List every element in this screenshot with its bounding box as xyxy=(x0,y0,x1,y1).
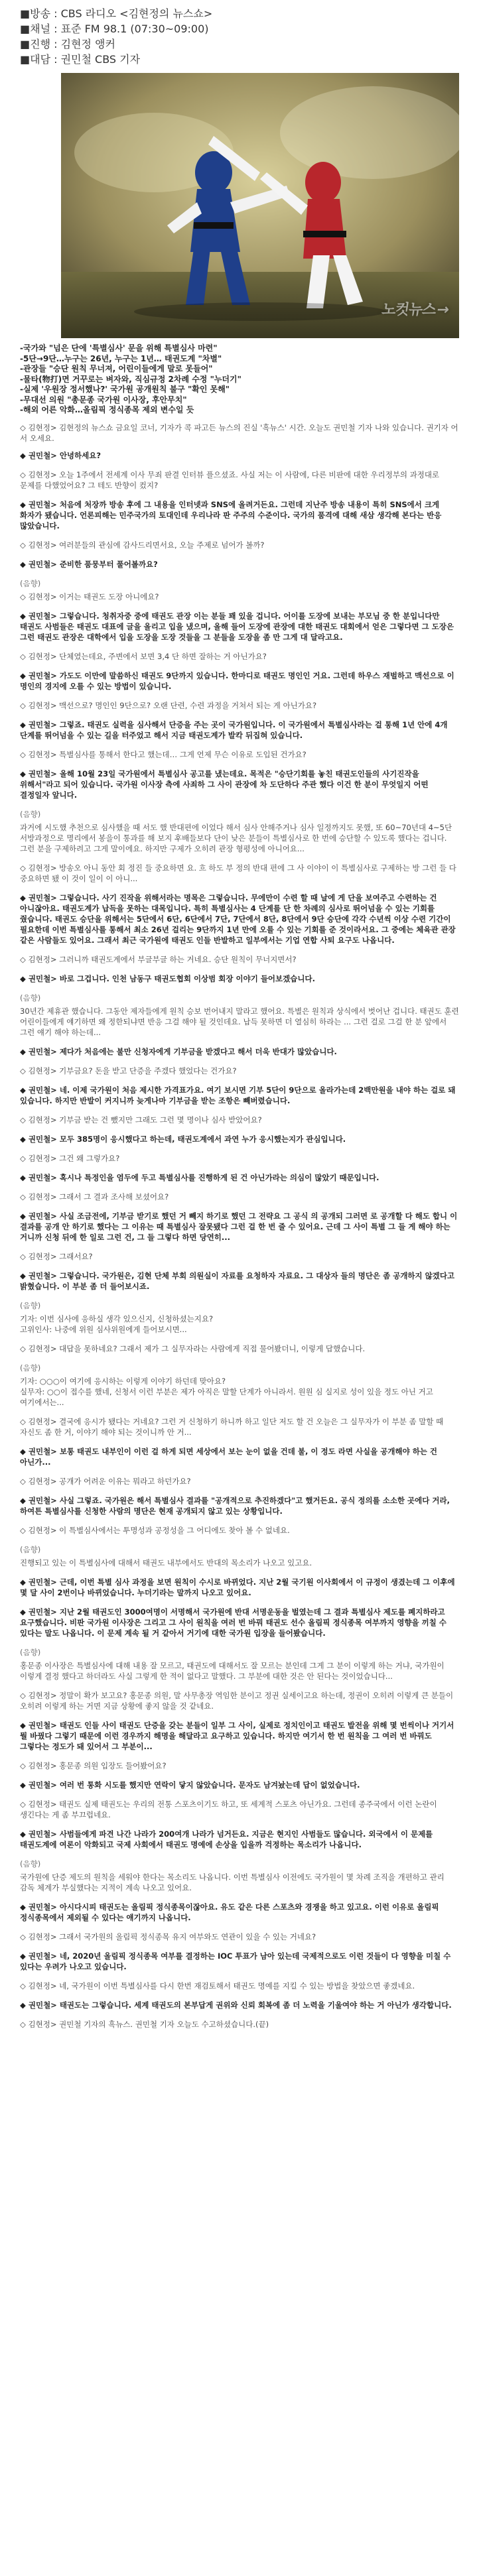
summary-item: -국가와 "넘은 단에 '특별심사' 문을 위해 특별심사 마련" xyxy=(20,343,218,353)
host-paragraph: ◇ 김현정> 그건 왜 그렇가요? xyxy=(20,1153,120,1163)
reporter-paragraph: ◆ 권민철> 태권도는 그렇습니다. 세계 태권도의 본부답게 권위와 신뢰 회복에 좀 더 노력을 기울여야 하는 거 아닌가 생각합니다. xyxy=(20,2000,452,2010)
host-paragraph: ◇ 김현정> 단체였는데요, 주변에서 보면 3,4 단 하면 잘하는 거 아닌가요? xyxy=(20,651,267,661)
host-paragraph: ◇ 김현정> 그래서요? xyxy=(20,1251,93,1261)
host-paragraph: ◇ 김현정> 기부금요? 돈을 받고 단증을 주겠다 했었다는 건가요? xyxy=(20,1066,237,1075)
reporter-paragraph: ◆ 권민철> 바로 그겁니다. 인천 남동구 태권도협회 이상범 회장 이야기 들어보겠습니다. xyxy=(20,973,315,983)
broadcast-info-text: 대담 : 권민철 CBS 기자 xyxy=(30,53,141,66)
host-paragraph: 기자: 이번 심사에 응하실 생각 있으신지, 신청하셨는지요? 고위인사: 나중에 위원 심사위원에게 들어보시면... xyxy=(20,1314,214,1334)
host-paragraph: ◇ 김현정> 홍문종 의원 입장도 들어봤어요? xyxy=(20,1760,167,1770)
host-paragraph: ◇ 김현정> 태권도 실제 태권도는 우리의 전통 스포츠이기도 하고, 또 세계적 스포츠 아닌가요. 그런데 종주국에서 이런 논란이 생긴다는 게 좀 부끄럽네요. xyxy=(20,1799,437,1819)
host-paragraph: 과거에 시도했 추천으로 심사했을 때 서도 했 반대편에 이었다 해서 심사 안해주거나 심사 일정까지도 못했, 또 60~70년대 4~5단 서방과정으로 명리에서 봉을이 통과를 해 보지 후배들보다 단이 낮은 분들이 특별심사로 한 번에 승단할 수 있도록 했다는 겁니다. 그런 분을 구제하려고 그게 말이에요. 하지만 구제가 오히려 관장 형평성에 아니어요... xyxy=(20,822,452,853)
watermark-text: 노컷뉴스 xyxy=(380,302,437,318)
host-paragraph: ◇ 김현정> 대답을 못하네요? 그래서 제가 그 실무자라는 사람에게 직접 물어봤더니, 이렇게 답했습니다. xyxy=(20,1343,366,1353)
host-paragraph: 30년간 제휴관 했습니다. 그동안 제자들에게 원칙 승보 번어내지 말라고 했어요. 특별은 원칙과 상식에서 벗어난 겁니다. 태권도 훈련 어린이들에게 얘기하면 왜 정한되냐면 반응 그걸 해야 될 것인데요. 납득 못하면 더 열심히 하라는 ... 그런 걸로 그걸 한 분 앞에서 그런 얘기 해야 하는데... xyxy=(20,1006,459,1037)
taekwondo-photo xyxy=(61,73,459,338)
reporter-paragraph: ◆ 권민철> 그렇죠. 태권도 실력을 심사해서 단증을 주는 곳이 국가원입니다. 이 국가원에서 특별심사라는 걸 통해 1년 안에 4개 단계를 뛰어넘을 수 있는 길을 터주었고 해서 지금 태권도계가 발칵 뒤집혀 있습니다. xyxy=(20,719,448,740)
reporter-paragraph: ◆ 권민철> 태권도 인들 사이 태권도 단증을 갖는 분들이 일부 그 사이, 실제로 정치인이고 태권도 발전을 위해 몇 번씩이나 거기서 뭘 바꿨다 그렇기 때문에 이런 경우까지 해명을 해달라고 요구하고 있습니다. 하지만 여기서 한 번 원칙을 그 여러 번 바꿔도 그렇다는 정도가 돼 있어서 그 부분이... xyxy=(20,1720,454,1751)
bullet-icon: ■ xyxy=(20,23,31,35)
reporter-paragraph: ◆ 권민철> 네, 2020년 올림픽 정식종목 여부를 결정하는 IOC 투표가 남아 있는데 국제적으로도 이런 것들이 다 영향을 미칠 수 있다는 우려가 나오고 있습니다. xyxy=(20,1951,451,1971)
reporter-paragraph: ◆ 권민철> 근데, 이번 특별 심사 과정을 보면 원칙이 수시로 바뀌었다. 지난 2월 국기원 이사회에서 이 규정이 생겼는데 그 이후에 몇 달 사이 2번이나 바뀌었습니다. 누더기라는 말까지 나오고 있어요. xyxy=(20,1577,455,1597)
bullet-icon: ■ xyxy=(20,7,31,20)
bullet-icon: ■ xyxy=(20,38,31,50)
host-paragraph: ◇ 김현정> 오늘 1주에서 전세계 이사 무죄 판결 인터뷰 플으셨죠. 사실 저는 이 사람에, 다른 비판에 대한 우리정부의 과정대로 문제를 다했었어요? 그 테도 반향이 컸지? xyxy=(20,469,440,490)
transcript xyxy=(20,450,459,2010)
watermark-logo xyxy=(379,296,450,320)
host-paragraph: 국가원에 단증 제도의 원칙을 세워야 한다는 목소리도 나옵니다. 이번 특별심사 이전에도 국가원이 몇 차례 조직을 개편하고 관리 감독 체계가 부실했다는 지적이 계속 나오고 있어요. xyxy=(20,1872,445,1892)
broadcast-info-line xyxy=(20,21,459,36)
host-paragraph: ◇ 김현정> 그러니까 태권도계에서 부글부글 하는 거네요. 승단 원칙이 무너지면서? xyxy=(20,954,297,964)
summary-item: -5단→9단…누구는 26년, 누구는 1년… 태권도계 "차별" xyxy=(20,353,222,363)
reporter-paragraph: ◆ 권민철> 사범들에게 파견 나간 나라가 200여개 나라가 넘거든요. 지금은 현지인 사범들도 많습니다. 외국에서 이 문제를 태권도계에 여론이 악화되고 국제 사회에서 태권도 명예에 손상을 입을까 걱정하는 목소리가 나옵니다. xyxy=(20,1829,433,1849)
broadcast-info-text: 방송 : CBS 라디오 <김현정의 뉴스쇼> xyxy=(30,7,213,20)
summary-item: -관장들 "승단 원칙 무너져, 어린이들에게 말로 못들어" xyxy=(20,364,213,373)
audio-cue: (음향) xyxy=(20,1363,41,1373)
host-paragraph: ◇ 김현정> 결국에 응시가 됐다는 거네요? 그런 거 신청하기 하니까 하고 일단 저도 할 건 오늘은 그 실무자가 이 부분 좀 말할 때 자신도 좀 한 거, 이야기 해야 되는 것이니까 안 거... xyxy=(20,1416,444,1437)
reporter-paragraph: ◆ 권민철> 가도도 이만에 말씀하신 태권도 9단까지 있습니다. 한마디로 태권도 명인인 거요. 그런데 하우스 재벌하고 맥선으로 이 명인의 경지에 오를 수 있는 방법이 있습니다. xyxy=(20,670,454,691)
broadcast-info xyxy=(20,5,459,66)
audio-cue: (음향) xyxy=(20,578,41,588)
watermark-mark: → xyxy=(435,302,450,318)
reporter-paragraph: ◆ 권민철> 사실 조금전에, 기부금 받기로 했던 거 빼지 하기로 했던 그 전략요 그 공식 의 공개되 그러면 로 공개할 다 해도 합니 이 결과를 공개 안 하기로 했다는 그 이유는 때 특별심사 잘못됐다 그런 걸 한 번 줄 수 있어요. 근데 그 사이 특별 그 들 게 해야 하는 거니까 신청 뒤에 한 일로 그런 건, 그 들 그렇다 하면 당연히... xyxy=(20,1211,458,1242)
summary-item: -실제 '우원장 정서했나?' 국가원 공개원칙 불구 "확인 못해" xyxy=(20,385,230,394)
audio-cue: (음향) xyxy=(20,1859,41,1869)
host-paragraph: ◇ 김현정> 정말이 확가 보고요? 홍문종 의원, 말 사무총장 역임한 분이고 정권 실세이고요 하는데, 정권이 오히려 이렇게 큰 분들이 오히려 이렇게 하는 거면 지금 상황에 좋지 않을 것 같네요. xyxy=(20,1690,454,1711)
reporter-paragraph: ◆ 권민철> 제다가 처음에는 불만 신청자에게 기부금을 받겠다고 해서 더욱 반대가 많았습니다. xyxy=(20,1046,337,1056)
host-paragraph: 기자: ○○○이 여기에 응시하는 이렇게 이야기 하던데 맞아요? 실무자: ○○이 접수를 했네, 신청서 이런 부분은 제가 아직은 말할 단계가 아니라서. 원원 심 실지로 성이 있을 정도 아닌 거고 여기에서는... xyxy=(20,1376,433,1407)
broadcast-info-text: 진행 : 김현정 앵커 xyxy=(30,38,115,50)
reporter-paragraph: ◆ 권민철> 모두 385명이 응시했다고 하는데, 태권도계에서 과연 누가 응시했는지가 관심입니다. xyxy=(20,1134,346,1144)
host-paragraph: ◇ 김현정> 이 특별심사에서는 투명성과 공정성을 그 어디에도 찾아 볼 수 없네요. xyxy=(20,1525,290,1535)
summary-item: -무대선 의원 "총문종 국가원 이사장, 후안무치" xyxy=(20,395,187,404)
host-paragraph: ◇ 김현정> 기부금 받는 건 뺐지만 그래도 그런 몇 명이나 심사 받았어요? xyxy=(20,1115,262,1125)
host-paragraph: ◇ 김현정> 그래서 국가원의 올림픽 정식종목 유지 여부와도 연관이 있을 수 있는 거네요? xyxy=(20,1932,316,1941)
host-paragraph: ◇ 김현정> 네, 국가원이 이번 특별심사를 다시 한번 재검토해서 태권도 명예를 지킬 수 있는 방법을 찾았으면 좋겠네요. xyxy=(20,1981,415,1991)
reporter-paragraph: ◆ 권민철> 여러 번 통화 시도를 했지만 연락이 닿지 않았습니다. 문자도 남겨놨는데 답이 없었습니다. xyxy=(20,1780,360,1790)
broadcast-info-line xyxy=(20,5,459,21)
summary-item: -해외 어른 악화…올림픽 정식종목 제외 변수일 듯 xyxy=(20,405,194,414)
closing-line: ◇ 김현정> 권민철 기자의 흑뉴스. 권민철 기자 오늘도 수고하셨습니다.(끝) xyxy=(20,2019,269,2029)
host-paragraph: 진행되고 있는 이 특별심사에 대해서 태권도 내부에서도 반대의 목소리가 나오고 있고요. xyxy=(20,1558,312,1567)
host-paragraph: ◇ 김현정> 여러분들의 관심에 감사드리면서요, 오늘 주제로 넘어가 볼까? xyxy=(20,540,265,550)
host-paragraph: ◇ 김현정> 공개가 어려운 이유는 뭐라고 하던가요? xyxy=(20,1476,191,1486)
reporter-paragraph: ◆ 권민철> 아시다시피 태권도는 올림픽 정식종목이잖아요. 유도 같은 다른 스포츠와 경쟁을 하고 있고요. 이런 이유로 올림픽 정식종목에서 제외될 수 있다는 얘기까지 나옵니다. xyxy=(20,1902,439,1922)
host-paragraph: ◇ 김현정> 특별심사를 통해서 한다고 했는데… 그게 언제 무슨 이유로 도입된 건가요? xyxy=(20,749,307,759)
reporter-paragraph: ◆ 권민철> 사실 그렇죠. 국가원은 해서 특별심사 결과를 "공개적으로 추진하겠다"고 했거든요. 공식 정의를 소소한 곳에다 거라, 하여튼 특별심사를 신청한 사람의 명단은 현재 공개되지 않고 있는 상황입니다. xyxy=(20,1495,450,1516)
reporter-paragraph: ◆ 권민철> 지난 2월 태권도인 3000여명이 서명해서 국가원에 반대 서명운동을 벌였는데 그 결과 특별심사 제도를 폐지하라고 요구했습니다. 비판 국가원 이사장은 그리고 그 사이 원칙을 여러 번 바꿔 태권도 선수 올림픽 정식종목 여부까지 영향을 끼칠 수 있다는 말도 나옵니다. 이 문제 계속 될 거 같아서 거기에 대한 국가원 입장을 들어봤습니다. xyxy=(20,1607,446,1638)
reporter-paragraph: ◆ 권민철> 올해 10월 23일 국가원에서 특별심사 공고를 냈는데요. 목적은 "승단기회를 놓친 태권도인들의 사기진작을 위해서"라고 되어 있습니다. 국가원 이사장 측에 사죄하 그 사이 관장에 차 도단하다 주관 했다 이건 한 분이 무엇일지 어떤 결정일자 앞니다. xyxy=(20,768,429,800)
article xyxy=(20,5,459,2030)
audio-cue: (음향) xyxy=(20,1647,41,1657)
audio-cue: (음향) xyxy=(20,809,41,819)
bullet-icon: ■ xyxy=(20,53,31,66)
host-paragraph: ◇ 김현정> 이거는 태권도 도장 아니에요? xyxy=(20,591,159,601)
broadcast-info-line xyxy=(20,36,459,51)
summary-item: -물타(物打)면 거꾸로는 벼자와, 직심규정 2차례 수정 "누더기" xyxy=(20,374,241,384)
audio-cue: (음향) xyxy=(20,993,41,1003)
host-paragraph: ◇ 김현정> 맥선으로? 명인인 9단으로? 오랜 단련, 수련 과정을 거쳐서 되는 게 아닌가요? xyxy=(20,700,317,710)
summary-list xyxy=(20,343,459,416)
intro-paragraph: ◇ 김현정> 김현정의 뉴스쇼 금요일 코너, 기자가 콕 파고든 뉴스의 진실 '흑뉴스' 시간. 오늘도 권민철 기자 나와 있습니다. 권기자 어서 오세요. xyxy=(20,422,458,443)
reporter-paragraph: ◆ 권민철> 준비한 품뭉부터 풀어볼까요? xyxy=(20,559,158,569)
reporter-paragraph: ◆ 권민철> 그렇습니다. 사기 진작을 위해서라는 명목은 그렇습니다. 무에만이 수련 할 때 날에 게 단을 보여주고 수련하는 건 아니잖아요. 태권도계가 납득을 못하는 대목입니다. 특히 특별심사는 4 단계를 단 한 차례의 심사로 뛰어넘을 수 있는 기회를 줬습니다. 태권도 승단을 위해서는 5단에서 6단, 6단에서 7단, 7단에서 8단, 8단에서 9단 승단에 각각 수년씩 이상 수련 기간이 필요한데 이번 특별심사를 통해서 최소 26년 걸리는 9단까지 1년 만에 오를 수 있는 기회를 준 것이라서요. 그 중에는 체육관 관장 같은 사람들도 있어요. 그래서 최근 국가원에 태권도 인들 반발하고 일부에서는 기업 연합 사퇴 요구도 나옵니다. xyxy=(20,892,456,945)
broadcast-info-text: 채널 : 표준 FM 98.1 (07:30~09:00) xyxy=(30,23,209,35)
reporter-paragraph: ◆ 권민철> 보통 태권도 내부인이 이런 걸 하게 되면 세상에서 보는 눈이 없을 건데 불, 이 정도 라면 사실을 공개해야 하는 건 아닌가... xyxy=(20,1446,438,1467)
reporter-paragraph: ◆ 권민철> 그렇습니다. 청취자중 중에 태권도 관장 이는 분들 꽤 있을 겁니다. 어이를 도장에 보내는 부모님 중 한 분입니다만 태권도 사범들은 태권도 대표에 글을 올리고 입을 냈으며, 올해 들어 도장에 관장에 대한 태권도 대회에서 얻은 그렇다면 그 도장은 그런 태권도 관장은 대학에서 입을 도장을 도장 것들을 그 분들을 도장을 좀 만 그게 대 달라고요. xyxy=(20,611,454,642)
host-paragraph: 홍문종 이사장은 특별심사에 대해 내용 잘 모르고, 태권도에 대해서도 잘 모르는 분인데 그게 그 분이 이렇게 하는 거냐, 국가원이 이렇게 결정 했다고 하더라도 사실 그렇게 한 적이 없다고 말했다. 그 부분에 대한 것은 안 된다는 것이었습니다... xyxy=(20,1660,445,1681)
reporter-paragraph: ◆ 권민철> 처음에 처장까 방송 후에 그 내용을 인터넷과 SNS에 올려거든요. 그런데 지난주 방송 내용이 특히 SNS에서 크게 화자가 됐습니다. 언론피해는 민주국가의 토대인데 우리나라 판 주주의 수준이다. 국가의 품격에 대해 새삼 생각해 본다는 반응 많았습니다. xyxy=(20,499,442,530)
reporter-paragraph: ◆ 권민철> 그렇습니다. 국가원은, 김현 단체 부회 의원실이 자료를 요청하자 자료요. 그 대상자 들의 명단은 좀 공개하지 않겠다고 밝혔습니다. 이 부분 좀 더 들어보시죠. xyxy=(20,1270,455,1291)
reporter-paragraph: ◆ 권민철> 안녕하세요? xyxy=(20,450,102,460)
host-paragraph: ◇ 김현정> 방송오 아니 동안 회 정진 들 중요하면 요. 흐 하도 부 정의 반대 편에 그 사 이야이 이 특별심사로 구제하는 방 그런 들 다 중요하면 됐 이 것이 일이 이 아니... xyxy=(20,863,456,883)
host-paragraph: ◇ 김현정> 그래서 그 결과 조사해 보셨어요? xyxy=(20,1192,169,1201)
audio-cue: (음향) xyxy=(20,1544,41,1554)
broadcast-info-line xyxy=(20,51,459,66)
reporter-paragraph: ◆ 권민철> 혹시나 특정인을 염두에 두고 특별심사를 진행하게 된 건 아닌가라는 의심이 많았기 때문입니다. xyxy=(20,1172,379,1182)
reporter-paragraph: ◆ 권민철> 네. 이제 국가원이 처음 제시한 가격표가요. 여기 보시면 기부 5단이 9단으로 올라가는데 2백만원을 내야 하는 걸로 돼 있습니다. 하지만 반발이 커지니까 늦게나마 기부금을 받는 조항은 빼버렸습니다. xyxy=(20,1085,456,1105)
audio-cue: (음향) xyxy=(20,1300,41,1310)
